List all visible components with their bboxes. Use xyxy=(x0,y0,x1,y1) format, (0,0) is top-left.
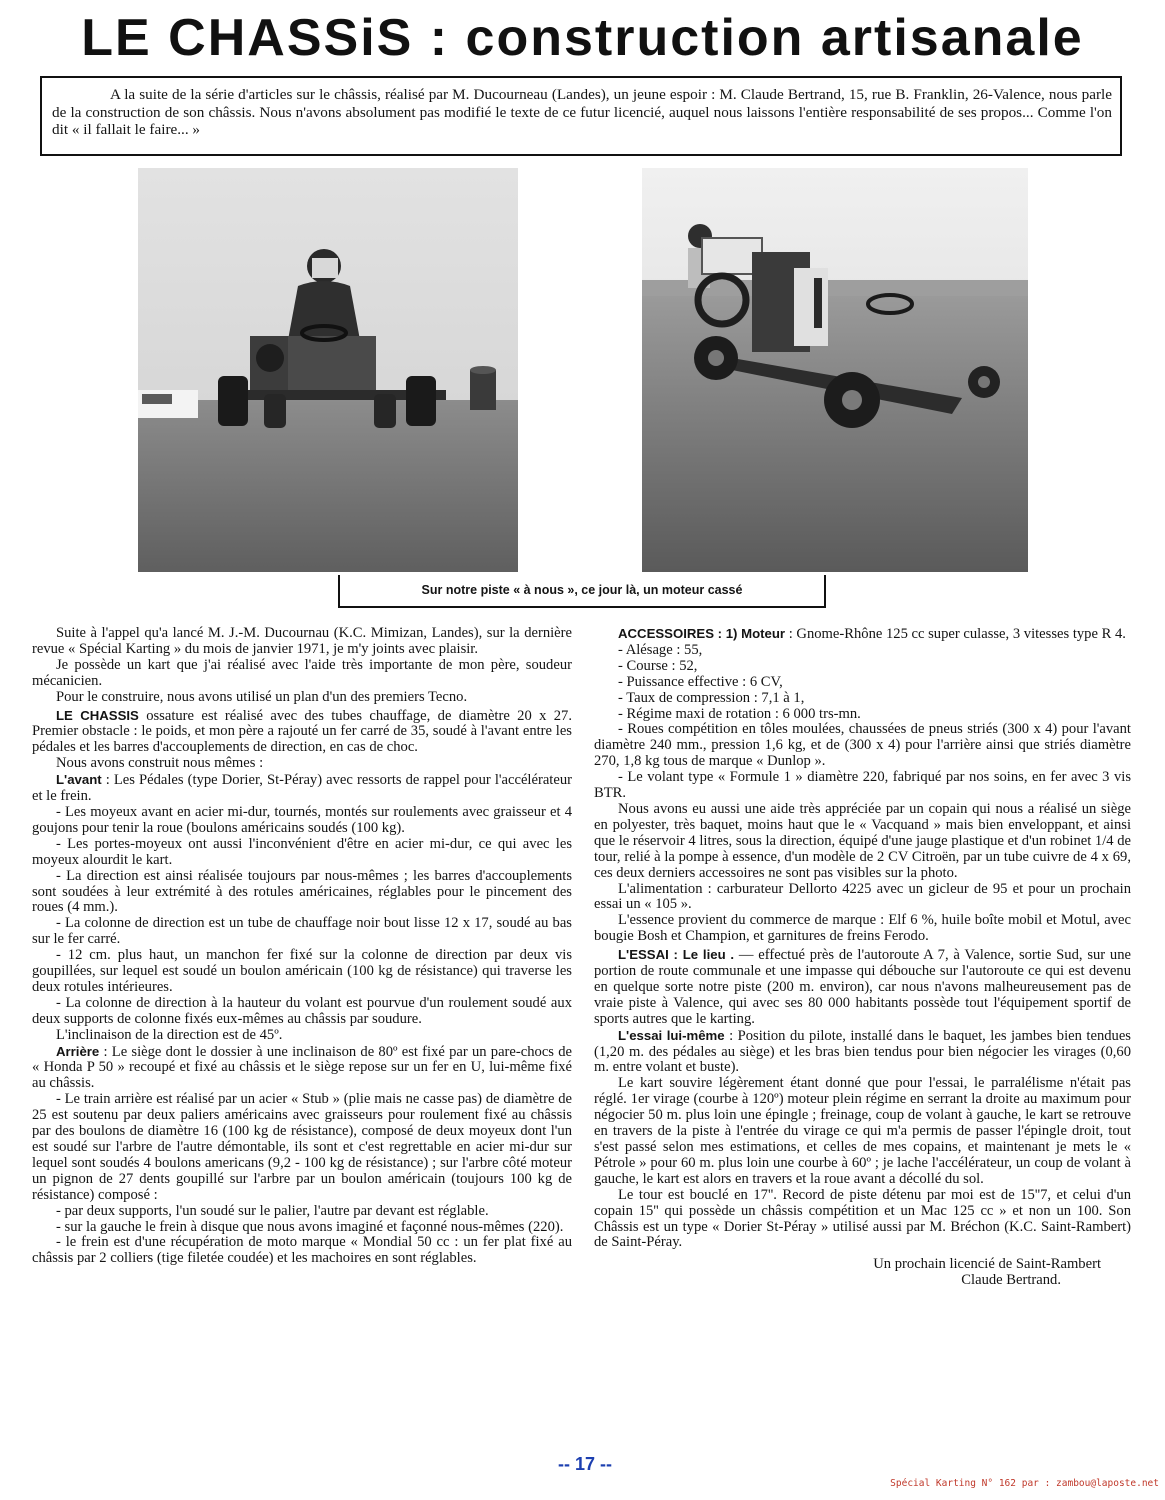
paragraph-text: — effectué près de l'autoroute A 7, à Valence, sortie Sud, sur une portion de route communale et une impasse qui débouche sur l'autoroute ce qui est devenu en quelque sorte notre piste (200 m. environ), car nous n'avons malheureusement pas de vraie piste à Valence, qui avec ses 80 000 habitants possède tout l'équipement sportif de sports autres que le karting. xyxy=(594,947,1131,1027)
paragraph-text: : Gnome-Rhône 125 cc super culasse, 3 vitesses type R 4. xyxy=(785,626,1126,642)
paragraph: L'essence provient du commerce de marque : Elf 6 %, huile boîte mobil et Motul, avec bougie Bosh et Champion, et garnitures de freins Ferodo. xyxy=(594,912,1131,945)
paragraph: - le frein est d'une récupération de moto marque « Mondial 50 cc : un fer plat fixé au châssis par 2 colliers (tige filetée coudée) et les machoires en sont réglables. xyxy=(32,1234,572,1267)
paragraph: L'inclinaison de la direction est de 45º. xyxy=(56,1026,283,1043)
paragraph: Nous avons construit nous mêmes : xyxy=(56,755,264,772)
article-column-left xyxy=(32,626,572,1267)
section-heading-chassis: LE CHASSIS xyxy=(56,707,139,723)
paragraph-text: : Position du pilote, installé dans le baquet, les jambes bien tendues (1,20 m. des pédales au siège) et les bras bien tendus pour bien négocier les virages (0,60 m. entre volant et buste). xyxy=(594,1027,1131,1076)
paragraph: Le tour est bouclé en 17''. Record de piste détenu par moi est de 15''7, et celui d'un copain 15'' qui possède un châssis compétition et un Mac 125 cc » et non un 100. Son Châssis est un type « Dorier St-Péray » utilisé aussi par M. Bréchon (K.C. Saint-Rambert) de Saint-Péray. xyxy=(594,1186,1131,1251)
paragraph: Le kart souvire légèrement étant donné que pour l'essai, le parralélisme n'était pas réglé. 1er virage (courbe à 120º) moteur plein régime en serrant la droite au maximum pour négocier 50 m. plus loin une épingle ; freinage, coup de volant à gauche, le kart se retrouve en travers de la piste à l'entrée du virage ce qui m'a permis de passer l'épingle droit, tout s'est passé selon mes estimations, et celles de mes copains, et maintenant je mets le « Pétrole » pour 60 m. plus loin une courbe à 60º ; je lache l'accélérateur, un coup de volant à gauche, le kart est alors en travers et la roue avant a décollé du sol. xyxy=(594,1075,1131,1187)
list-item: - Course : 52, xyxy=(618,657,698,674)
paragraph: - La colonne de direction est un tube de chauffage noir bout lisse 12 x 17, soudé au bas sur le fer carré. xyxy=(32,915,572,948)
list-item: - Puissance effective : 6 CV, xyxy=(618,673,783,690)
paragraph xyxy=(32,772,572,805)
paragraph: - La direction est ainsi réalisée toujours par nous-mêmes ; les barres d'accouplements sont soudées à leur extrémité à des rotules américaines, réglables pour le pincement des roues (4 mm.). xyxy=(32,867,572,916)
section-heading-avant: L'avant xyxy=(56,772,102,788)
list-item: - Taux de compression : 7,1 à 1, xyxy=(618,689,805,706)
paragraph: Pour le construire, nous avons utilisé un plan d'un des premiers Tecno. xyxy=(56,688,468,705)
signature-name: Claude Bertrand. xyxy=(961,1272,1061,1289)
section-heading-essai: L'ESSAI : Le lieu . xyxy=(618,947,735,963)
section-heading-arriere: Arrière xyxy=(56,1043,100,1059)
photo-right xyxy=(642,168,1028,572)
paragraph xyxy=(594,626,1131,643)
list-item: - Le volant type « Formule 1 » diamètre 220, fabriqué par nos soins, en fer avec 3 vis BTR. xyxy=(594,769,1131,802)
paragraph: - La colonne de direction à la hauteur du volant est pourvue d'un roulement soudé aux deux supports de colonne fixés eux-mêmes au châssis par soudure. xyxy=(32,994,572,1027)
photo-right-image xyxy=(642,168,1028,572)
list-item: - Alésage : 55, xyxy=(618,641,703,658)
paragraph xyxy=(594,947,1131,1028)
paragraph: Suite à l'appel qu'a lancé M. J.-M. Ducournau (K.C. Mimizan, Landes), sur la dernière revue « Spécial Karting » du mois de janvier 1971, je m'y joints avec plaisir. xyxy=(32,625,572,657)
list-item: - Régime maxi de rotation : 6 000 trs-mn. xyxy=(618,705,861,722)
intro-box: A la suite de la série d'articles sur le châssis, réalisé par M. Ducourneau (Landes), un jeune espoir : M. Claude Bertrand, 15, rue B. Franklin, 26-Valence, nous parle de la construction de son châssis. Nous n'avons absolument pas modifié le texte de ce futur licencié, auquel nous laissons l'entière responsabilité de ses propos... Comme l'on dit « il fallait le faire... » xyxy=(40,76,1122,156)
paragraph: - Le train arrière est réalisé par un acier « Stub » (plie mais ne casse pas) de diamètre de 25 est soutenu par deux paliers américains avec graisseurs pour roulement fixé au châssis par des boulons de diamètre 16 (100 kg de résistance), composé de deux moyeux dont l'un est soudé sur l'arbre de l'autre démontable, ils sont et c'est regrettable en acier mi-dur sur lequel sont soudés 4 boulons americans (9,2 - 100 kg de résistance) ; sur l'arbre côté moteur un pignon de 27 dents goupillé sur l'arbre par un boulon américain (toujours 100 kg de résistance) composé : xyxy=(32,1091,572,1203)
section-heading-essai-lui-meme: L'essai lui-même xyxy=(618,1027,725,1043)
paragraph xyxy=(594,1028,1131,1077)
paragraph: - 12 cm. plus haut, un manchon fer fixé sur la colonne de direction par deux vis goupillées, sur lequel est soudé un boulon américain (100 kg de résistance) qui traverse les deux rotules intérieures. xyxy=(32,947,572,995)
photo-left xyxy=(138,168,518,572)
page-title: LE CHASSiS : construction artisanale xyxy=(81,9,1084,67)
paragraph xyxy=(32,708,572,757)
paragraph: - par deux supports, l'un soudé sur le palier, l'autre par devant est réglable. xyxy=(56,1202,489,1219)
paragraph: - Les portes-moyeux ont aussi l'inconvénient d'être en acier mi-dur, ce qui avec les moyeux alourdit le kart. xyxy=(32,835,572,868)
signature-line: Un prochain licencié de Saint-Rambert xyxy=(873,1256,1101,1273)
paragraph-text: ossature est réalisé avec des tubes chauffage, de diamètre 20 x 27. Premier obstacle : le poids, et mon père a rajouté un fer carré de 35, soudé à l'avant entre les pédales et les barres d'accouplements de direction, en cas de choc. xyxy=(32,707,572,756)
paragraph: - Les moyeux avant en acier mi-dur, tournés, montés sur roulements avec graisseur et 4 goujons pour tenir la roue (boulons américains soudés (100 kg). xyxy=(32,803,572,836)
list-item: - Roues compétition en tôles moulées, chaussées de pneus striés (300 x 4) pour l'avant diamètre 240 mm., pression 1,6 kg, et de (300 x 4) pour l'arrière ainsi que striés diamètre 270, 1,8 kg tous de marque « Dunlop ». xyxy=(594,721,1131,770)
article-column-right xyxy=(594,626,1131,1289)
photo-caption: Sur notre piste « à nous », ce jour là, un moteur cassé xyxy=(338,575,826,608)
paragraph-text: : Les Pédales (type Dorier, St-Péray) avec ressorts de rappel pour l'accélérateur et le frein. xyxy=(32,772,572,805)
paragraph: L'alimentation : carburateur Dellorto 4225 avec un gicleur de 95 et pour un prochain essai un « 105 ». xyxy=(594,880,1131,913)
paragraph xyxy=(32,1044,572,1093)
paragraph: - sur la gauche le frein à disque que nous avons imaginé et façonné nous-mêmes (220). xyxy=(56,1218,564,1235)
paragraph: Nous avons eu aussi une aide très appréciée par un copain qui nous a réalisé un siège en polyester, très baquet, moins haut que le « Vacquand » mais bien enveloppant, et ainsi que le réservoir 4 litres, sous la direction, équipé d'une jauge plastique et d'un robinet 1/4 de tour, relié à la pompe à essence, d'un modèle de 2 CV Citroën, par un tube cuivre de 4 x 69, ces deux derniers accessoires ne sont pas visibles sur la photo. xyxy=(594,800,1131,881)
section-heading-accessoires: ACCESSOIRES : 1) Moteur xyxy=(618,626,786,641)
paragraph-text: : Le siège dont le dossier à une inclinaison de 80º est fixé par un pare-chocs de « Honda P 50 » recoupé et fixé au châssis et le siège repose sur un fer en U, lui-même fixé au châssis. xyxy=(32,1043,572,1092)
scan-credit: Spécial Karting N° 162 par : zambou@laposte.net xyxy=(890,1478,1159,1489)
photo-left-image xyxy=(138,168,518,572)
page-number: -- 17 -- xyxy=(558,1454,612,1474)
paragraph: Je possède un kart que j'ai réalisé avec l'aide très importante de mon père, soudeur mécanicien. xyxy=(32,656,572,689)
